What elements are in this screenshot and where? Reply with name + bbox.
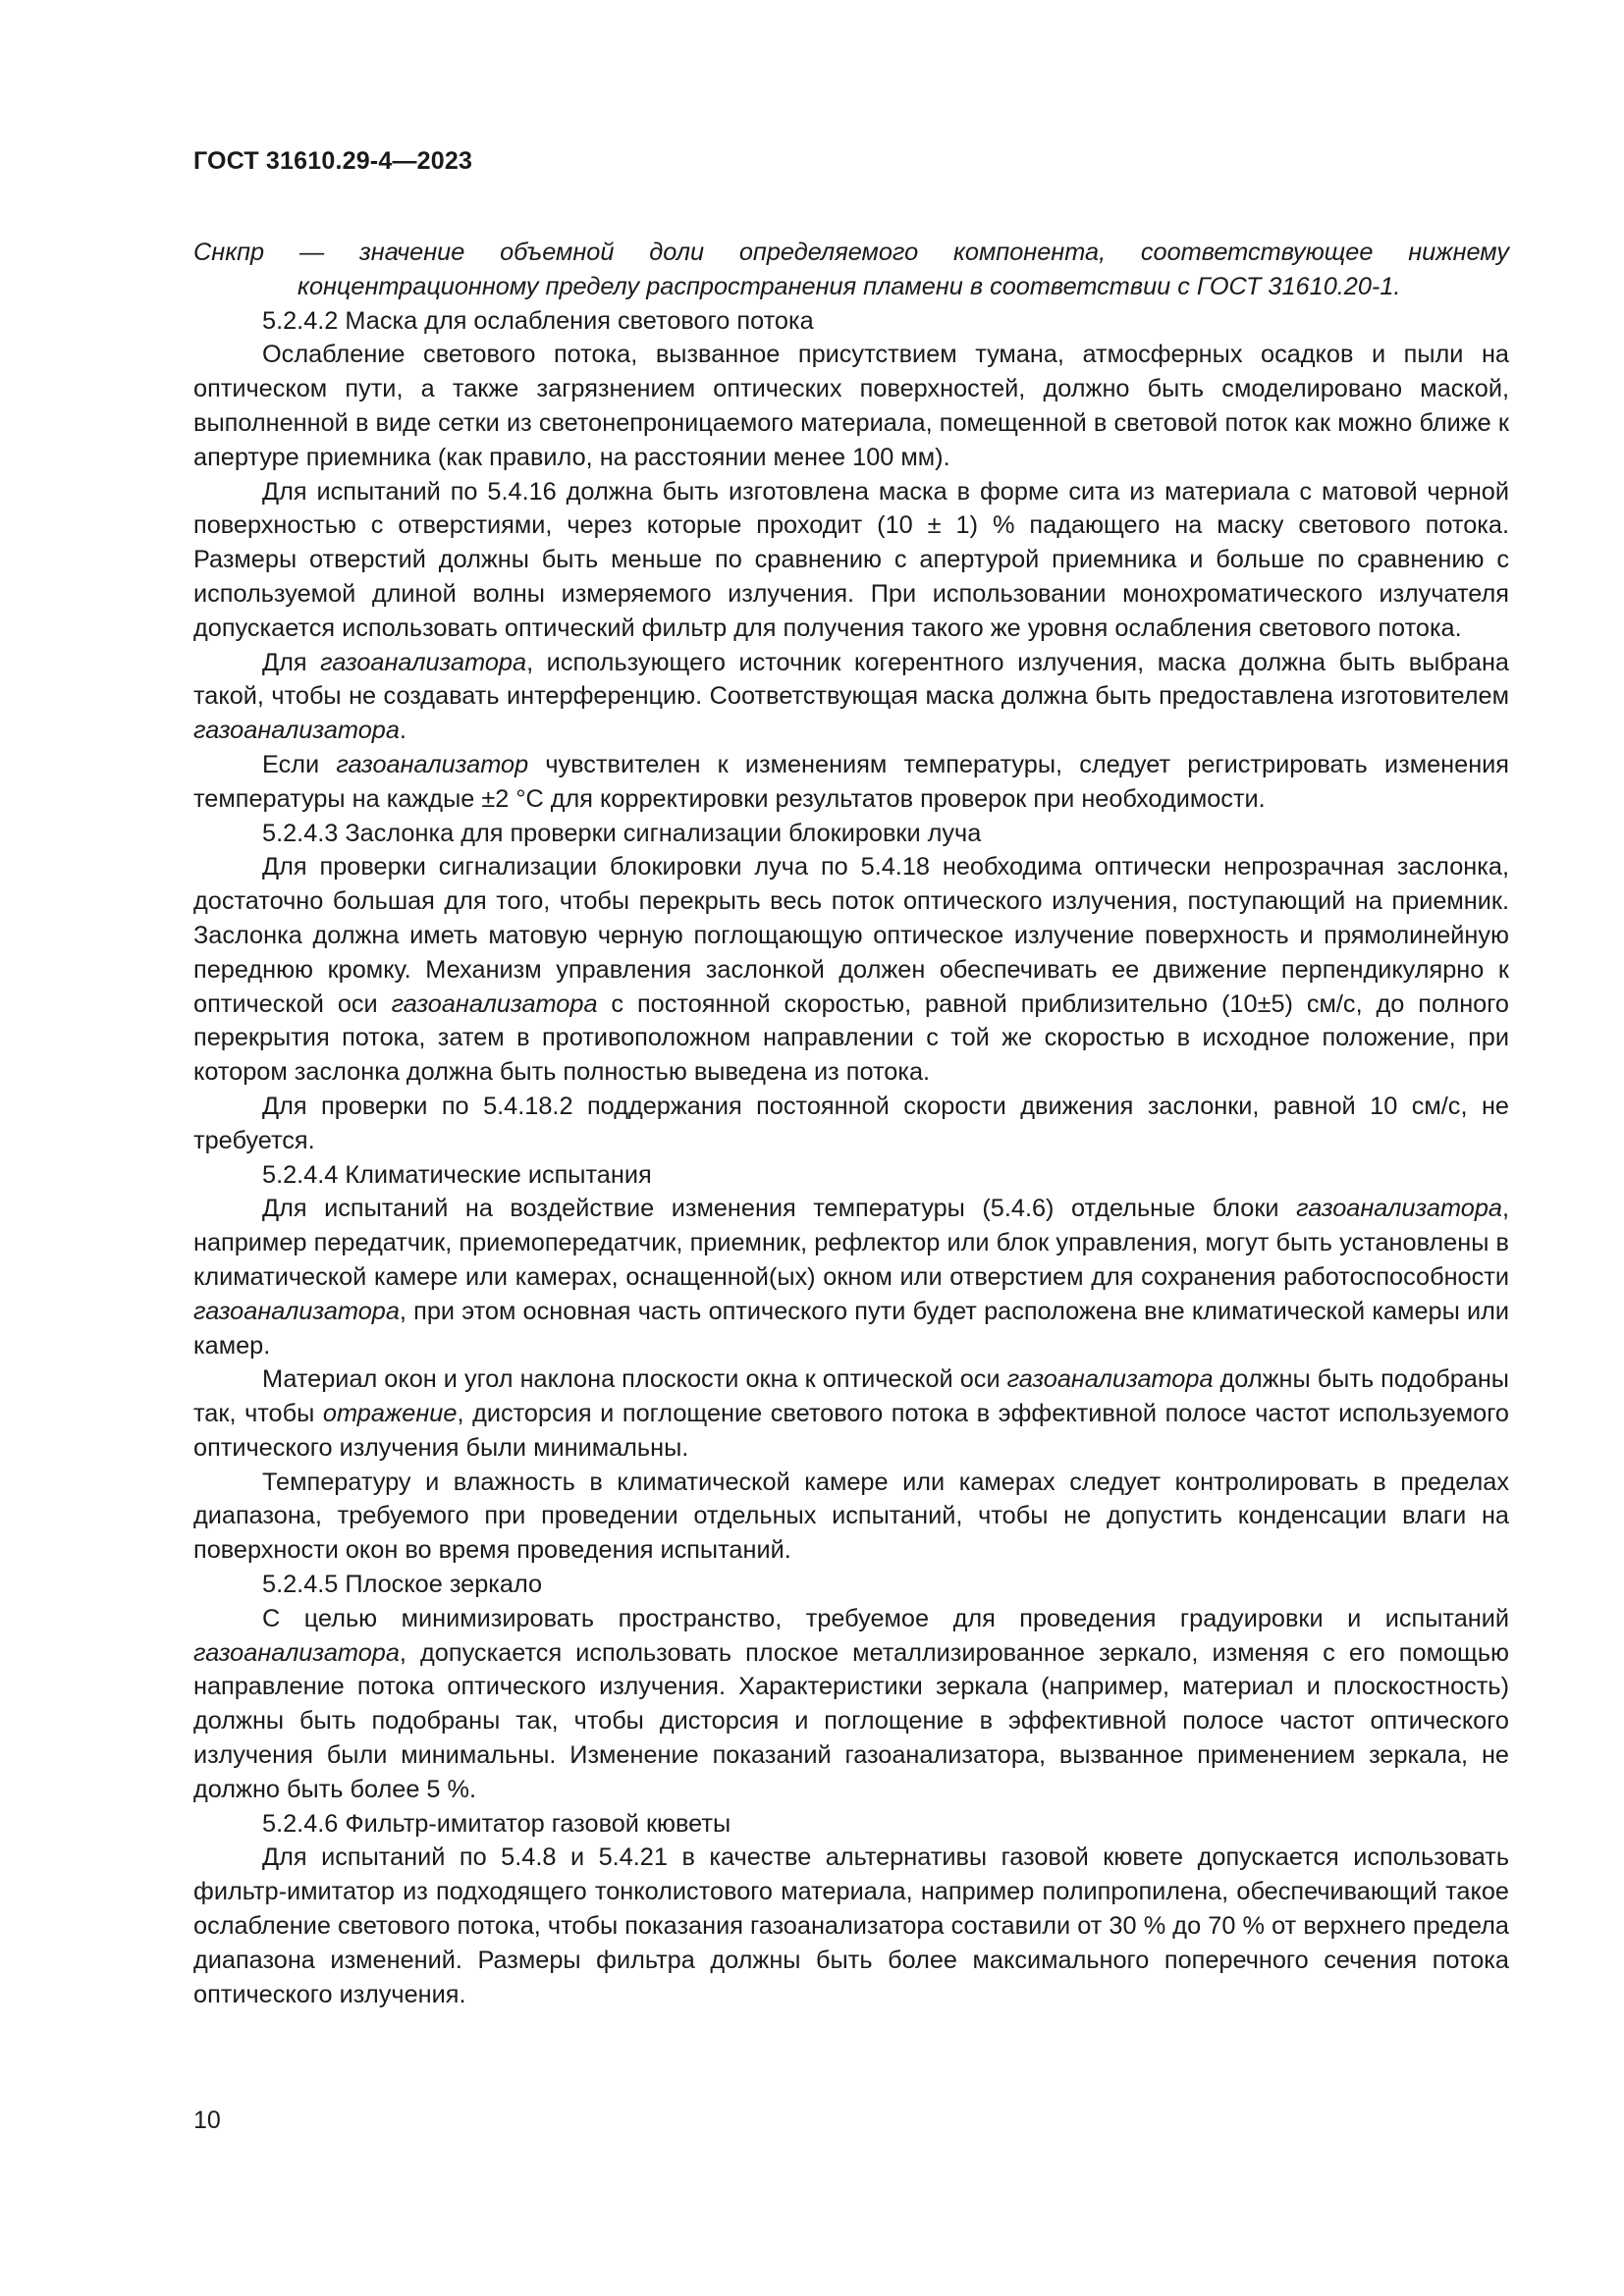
paragraph: Для испытаний по 5.4.8 и 5.4.21 в качестве альтернативы газовой кювете допускается использовать фильтр-имитатор из подходящего тонколистового материала, например полипропилена, обеспечивающий такое ослабление светового потока, чтобы показания газоанализатора составили от 30 % до 70 % от верхнего предела диапазона изменений. Размеры фильтра должны быть более максимального поперечного сечения потока оптического излучения.	[193, 1843, 1509, 2008]
section-heading-5-2-4-2: 5.2.4.2 Маска для ослабления светового потока	[262, 306, 814, 335]
paragraph: Материал окон и угол наклона плоскости окна к оптической оси газоанализатора должны быть подобраны так, чтобы отражение, дисторсия и поглощение светового потока в эффективной полосе частот используемого оптического излучения были минимальны.	[193, 1365, 1509, 1462]
section-heading-5-2-4-5: 5.2.4.5 Плоское зеркало	[262, 1571, 543, 1599]
document-body	[193, 236, 1509, 2011]
paragraph: Для проверки сигнализации блокировки луча по 5.4.18 необходима оптически непрозрачная заслонка, достаточно большая для того, чтобы перекрыть весь поток оптического излучения, поступающий на приемник. Заслонка должна иметь матовую черную поглощающую оптическое излучение поверхность и прямолинейную переднюю кромку. Механизм управления заслонкой должен обеспечивать ее движение перпендикулярно к оптической оси газоанализатора с постоянной скоростью, равной приблизительно (10±5) см/с, до полного перекрытия потока, затем в противоположном направлении с той же скоростью в исходное положение, при котором заслонка должна быть полностью выведена из потока.	[193, 853, 1509, 1087]
paragraph: Если газоанализатор чувствителен к изменениям температуры, следует регистрировать изменения температуры на каждые ±2 °С для корректировки результатов проверок при необходимости.	[193, 750, 1509, 813]
page-number: 10	[193, 2107, 221, 2134]
paragraph: Для испытаний на воздействие изменения температуры (5.4.6) отдельные блоки газоанализатора, например передатчик, приемопередатчик, приемник, рефлектор или блок управления, могут быть установлены в климатической камере или камерах, оснащенной(ых) окном или отверстием для сохранения работоспособности газоанализатора, при этом основная часть оптического пути будет расположена вне климатической камеры или камер.	[193, 1195, 1509, 1360]
definition-snkpr	[193, 236, 1509, 304]
section-heading-5-2-4-3: 5.2.4.3 Заслонка для проверки сигнализации блокировки луча	[262, 819, 982, 847]
document-code-header: ГОСТ 31610.29-4—2023	[193, 147, 473, 175]
paragraph: Ослабление светового потока, вызванное присутствием тумана, атмосферных осадков и пыли на оптическом пути, а также загрязнением оптических поверхностей, должно быть смоделировано маской, выполненной в виде сетки из светонепроницаемого материала, помещенной в световой поток как можно ближе к апертуре приемника (как правило, на расстоянии менее 100 мм).	[193, 341, 1509, 471]
paragraph: С целью минимизировать пространство, требуемое для проведения градуировки и испытаний газоанализатора, допускается использовать плоское металлизированное зеркало, изменяя с его помощью направление потока оптического излучения. Характеристики зеркала (например, материал и плоскостность) должны быть подобраны так, чтобы дисторсия и поглощение в эффективной полосе частот оптического излучения были минимальны. Изменение показаний газоанализатора, вызванное применением зеркала, не должно быть более 5 %.	[193, 1604, 1509, 1803]
definition-text: значение объемной доли определяемого компонента, соответствующее нижнему концентрационному пределу распространения пламени в соответствии с ГОСТ 31610.20-1.	[298, 239, 1509, 300]
section-heading-5-2-4-4: 5.2.4.4 Климатические испытания	[262, 1160, 652, 1189]
paragraph: Температуру и влажность в климатической камере или камерах следует контролировать в пределах диапазона, требуемого при проведении отдельных испытаний, чтобы не допустить конденсации влаги на поверхности окон во время проведения испытаний.	[193, 1468, 1509, 1565]
definition-term: Снкпр —	[193, 239, 325, 266]
section-heading-5-2-4-6: 5.2.4.6 Фильтр-имитатор газовой кюветы	[262, 1809, 731, 1838]
paragraph: Для газоанализатора, использующего источник когерентного излучения, маска должна быть выбрана такой, чтобы не создавать интерференцию. Соответствующая маска должна быть предоставлена изготовителем газоанализатора.	[193, 648, 1509, 745]
paragraph: Для проверки по 5.4.18.2 поддержания постоянной скорости движения заслонки, равной 10 см/с, не требуется.	[193, 1092, 1509, 1154]
paragraph: Для испытаний по 5.4.16 должна быть изготовлена маска в форме сита из материала с матовой черной поверхностью с отверстиями, через которые проходит (10 ± 1) % падающего на маску светового потока. Размеры отверстий должны быть меньше по сравнению с апертурой приемника и больше по сравнению с используемой длиной волны измеряемого излучения. При использовании монохроматического излучателя допускается использовать оптический фильтр для получения такого же уровня ослабления светового потока.	[193, 477, 1509, 642]
